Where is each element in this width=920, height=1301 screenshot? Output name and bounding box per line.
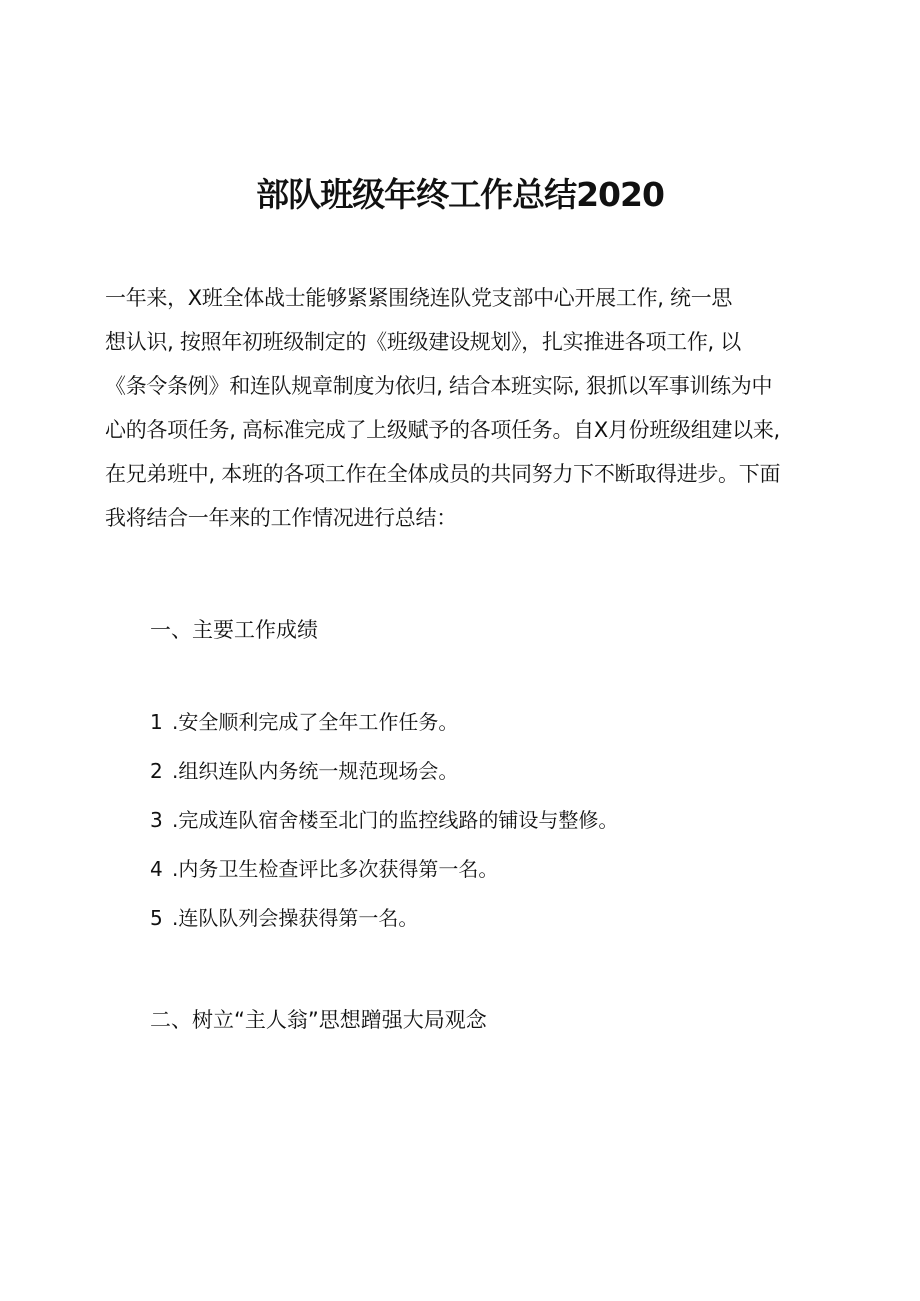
document-title: 部队班级年终工作总结2020 [256, 175, 664, 214]
intro-paragraph [105, 276, 825, 540]
intro-line: 心的各项任务, 高标准完成了上级赋予的各项任务。自X月份班级组建以来, [105, 418, 780, 442]
list-item-number: 1 [150, 710, 163, 734]
section-heading-main-achievements: 一、主要工作成绩 [150, 618, 318, 642]
list-item [150, 851, 618, 900]
list-item [150, 802, 618, 851]
intro-line: 想认识, 按照年初班级制定的《班级建设规划》，扎实推进各项工作, 以 [105, 330, 741, 354]
list-item [150, 704, 618, 753]
list-item-number: 2 [150, 759, 163, 783]
list-item-text: .完成连队宿舍楼至北门的监控线路的铺设与整修。 [172, 808, 619, 832]
list-item [150, 753, 618, 802]
intro-line: 《条令条例》和连队规章制度为依归, 结合本班实际, 狠抓以军事训练为中 [105, 374, 773, 398]
intro-line: 在兄弟班中, 本班的各项工作在全体成员的共同努力下不断取得进步。下面 [105, 462, 781, 486]
achievements-list [150, 704, 618, 949]
intro-line: 我将结合一年来的工作情况进行总结： [105, 506, 457, 530]
list-item-text: .组织连队内务统一规范现场会。 [172, 759, 459, 783]
list-item-number: 3 [150, 808, 163, 832]
list-item-text: .安全顺利完成了全年工作任务。 [172, 710, 459, 734]
list-item-text: .连队队列会操获得第一名。 [172, 906, 419, 930]
list-item-number: 4 [150, 857, 163, 881]
list-item [150, 900, 618, 949]
list-item-number: 5 [150, 906, 163, 930]
section-heading-ownership: 二、树立“主人翁”思想蹭强大局观念 [150, 1008, 487, 1032]
list-item-text: .内务卫生检查评比多次获得第一名。 [172, 857, 499, 881]
intro-line: 一年来，X班全体战士能够紧紧围绕连队党支部中心开展工作, 统一思 [105, 286, 733, 310]
